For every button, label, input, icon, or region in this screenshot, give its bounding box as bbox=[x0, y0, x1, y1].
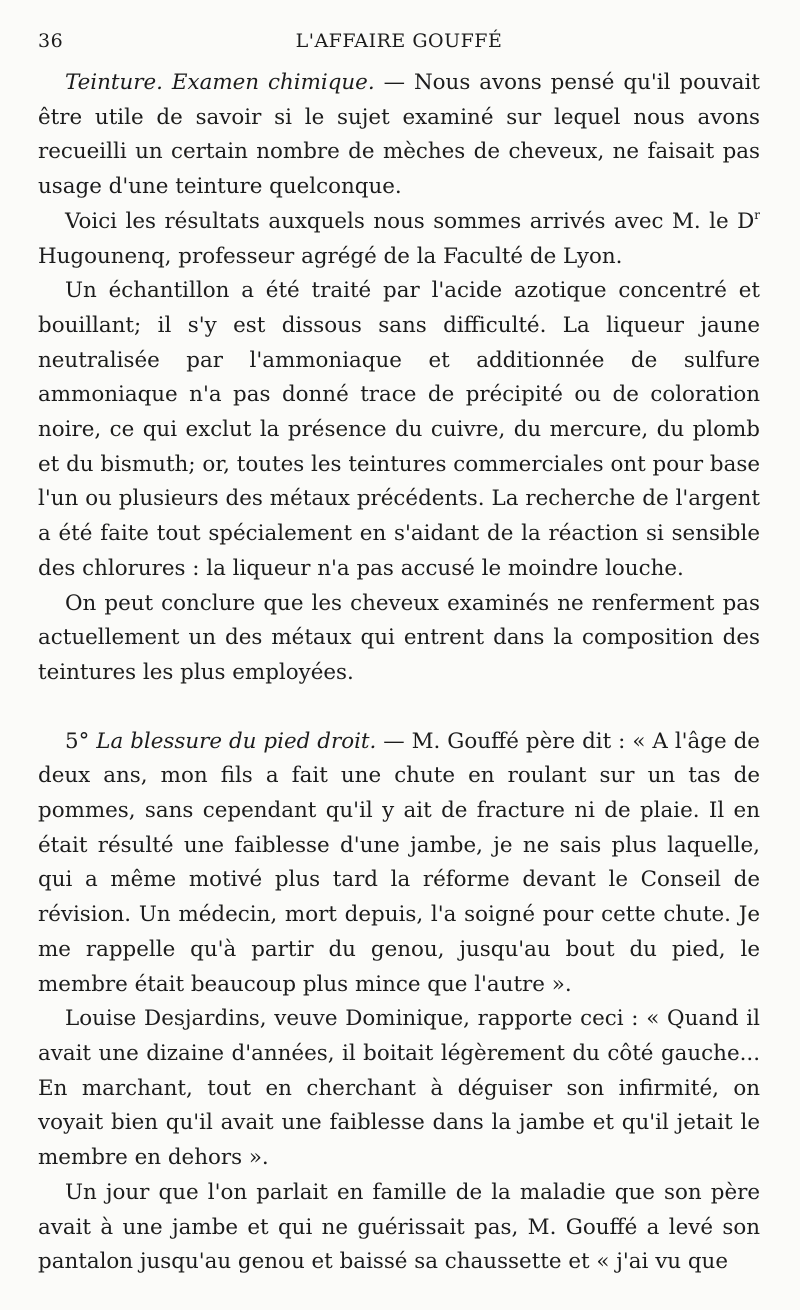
paragraph-text: — Nous avons pensé qu'il pouvait être utile de savoir si le sujet examiné sur lequel nous avons recueilli un certain nombre de mèches de cheveux, ne faisait pas usage d'une teinture quelconque. bbox=[38, 70, 760, 200]
paragraph-blessure bbox=[38, 725, 760, 1003]
paragraph-text: Voici les résultats auxquels nous sommes arrivés avec M. le D bbox=[65, 208, 755, 234]
paragraph-desjardins: Louise Desjardins, veuve Dominique, rapporte ceci : « Quand il avait une dizaine d'années, il boitait légèrement du côté gauche... En marchant, tout en cherchant à déguiser son infirmité, on voyait bien qu'il avait une faiblesse dans la jambe et qu'il jetait le membre en dehors ». bbox=[38, 1006, 760, 1171]
section-heading-teinture: Teinture. Examen chimique. bbox=[65, 70, 375, 95]
paragraph-conclusion: On peut conclure que les cheveux examinés ne renferment pas actuellement un des métaux qui entrent dans la composition des teintures les plus employées. bbox=[38, 590, 760, 685]
section-break bbox=[38, 691, 760, 725]
section-number: 5° bbox=[65, 728, 90, 754]
page-number: 36 bbox=[38, 30, 64, 52]
paragraph-resultats bbox=[38, 205, 760, 274]
paragraph-echantillon: Un échantillon a été traité par l'acide azotique concentré et bouillant; il s'y est dissous sans difficulté. La liqueur jaune neutralisée par l'ammoniaque et additionnée de sulfure ammoniaque n'a pas donné trace de précipité ou de coloration noire, ce qui exclut la présence du cuivre, du mercure, du plomb et du bismuth; or, toutes les teintures commerciales ont pour base l'un ou plusieurs des métaux précédents. La recherche de l'argent a été faite tout spécialement en s'aidant de la réaction si sensible des chlorures : la liqueur n'a pas accusé le moindre louche. bbox=[38, 278, 760, 581]
paragraph-text: Hugounenq, professeur agrégé de la Faculté de Lyon. bbox=[38, 243, 623, 269]
body-text bbox=[38, 66, 760, 1280]
superscript-abbreviation: r bbox=[754, 207, 760, 222]
paragraph-teinture bbox=[38, 66, 760, 205]
paragraph-famille: Un jour que l'on parlait en famille de la maladie que son père avait à une jambe et qui ne guérissait pas, M. Gouffé a levé son pantalon jusqu'au genou et baissé sa chaussette et « j'ai vu que bbox=[38, 1179, 760, 1275]
paragraph-text: — M. Gouffé père dit : « A l'âge de deux ans, mon fils a fait une chute en roulant sur un tas de pommes, sans cependant qu'il y ait de fracture ni de plaie. Il en était résulté une faiblesse d'une jambe, je ne sais plus laquelle, qui a même motivé plus tard la réforme devant le Conseil de révision. Un médecin, mort depuis, l'a soigné pour cette chute. Je me rappelle qu'à partir du genou, jusqu'au bout du pied, le membre était beaucoup plus mince que l'autre ». bbox=[38, 728, 760, 997]
running-title: L'AFFAIRE GOUFFÉ bbox=[295, 30, 503, 52]
section-heading-blessure: La blessure du pied droit. bbox=[96, 728, 377, 754]
running-head bbox=[38, 26, 760, 60]
